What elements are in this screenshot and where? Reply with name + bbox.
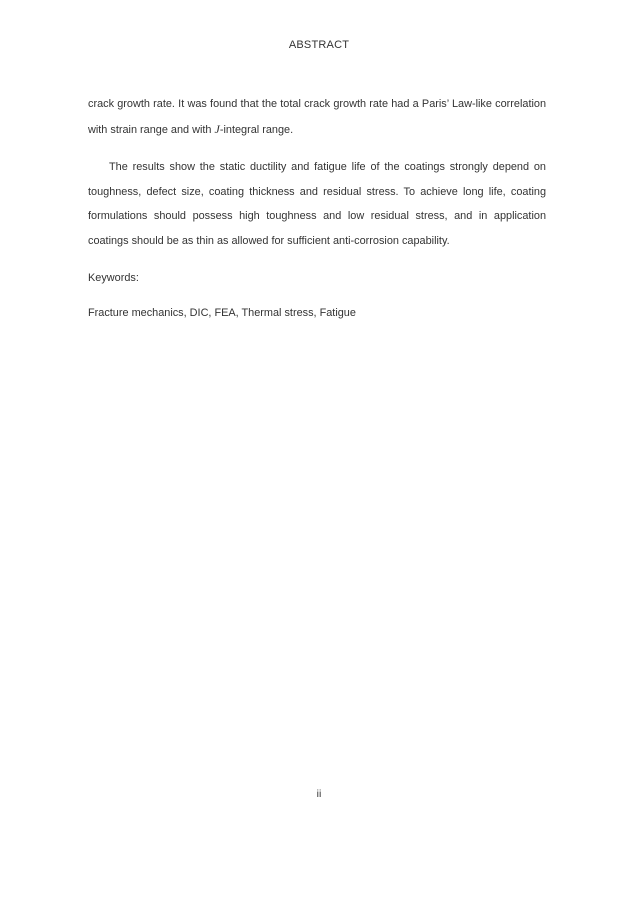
keywords-list: Fracture mechanics, DIC, FEA, Thermal stress, Fatigue (88, 306, 356, 319)
j-integral-symbol: J (214, 121, 220, 136)
page-number: ii (316, 788, 322, 800)
paragraph-text-end: -integral range. (219, 123, 294, 136)
paragraph-text: crack growth rate. It was found that the total crack growth rate had a Paris’ Law-like correlation with strain range and with (88, 98, 546, 136)
page-content (88, 92, 546, 338)
keywords-label: Keywords: (88, 272, 139, 284)
paragraph-results: The results show the static ductility and fatigue life of the coatings strongly depend on toughness, defect size, coating thickness and residual stress. To achieve long life, coating formulations should possess high toughness and low residual stress, and in application coatings should be as thin as allowed for sufficient anti-corrosion capability. (88, 161, 546, 247)
paragraph-crack-growth (88, 92, 546, 142)
page-header: ABSTRACT (288, 39, 350, 51)
